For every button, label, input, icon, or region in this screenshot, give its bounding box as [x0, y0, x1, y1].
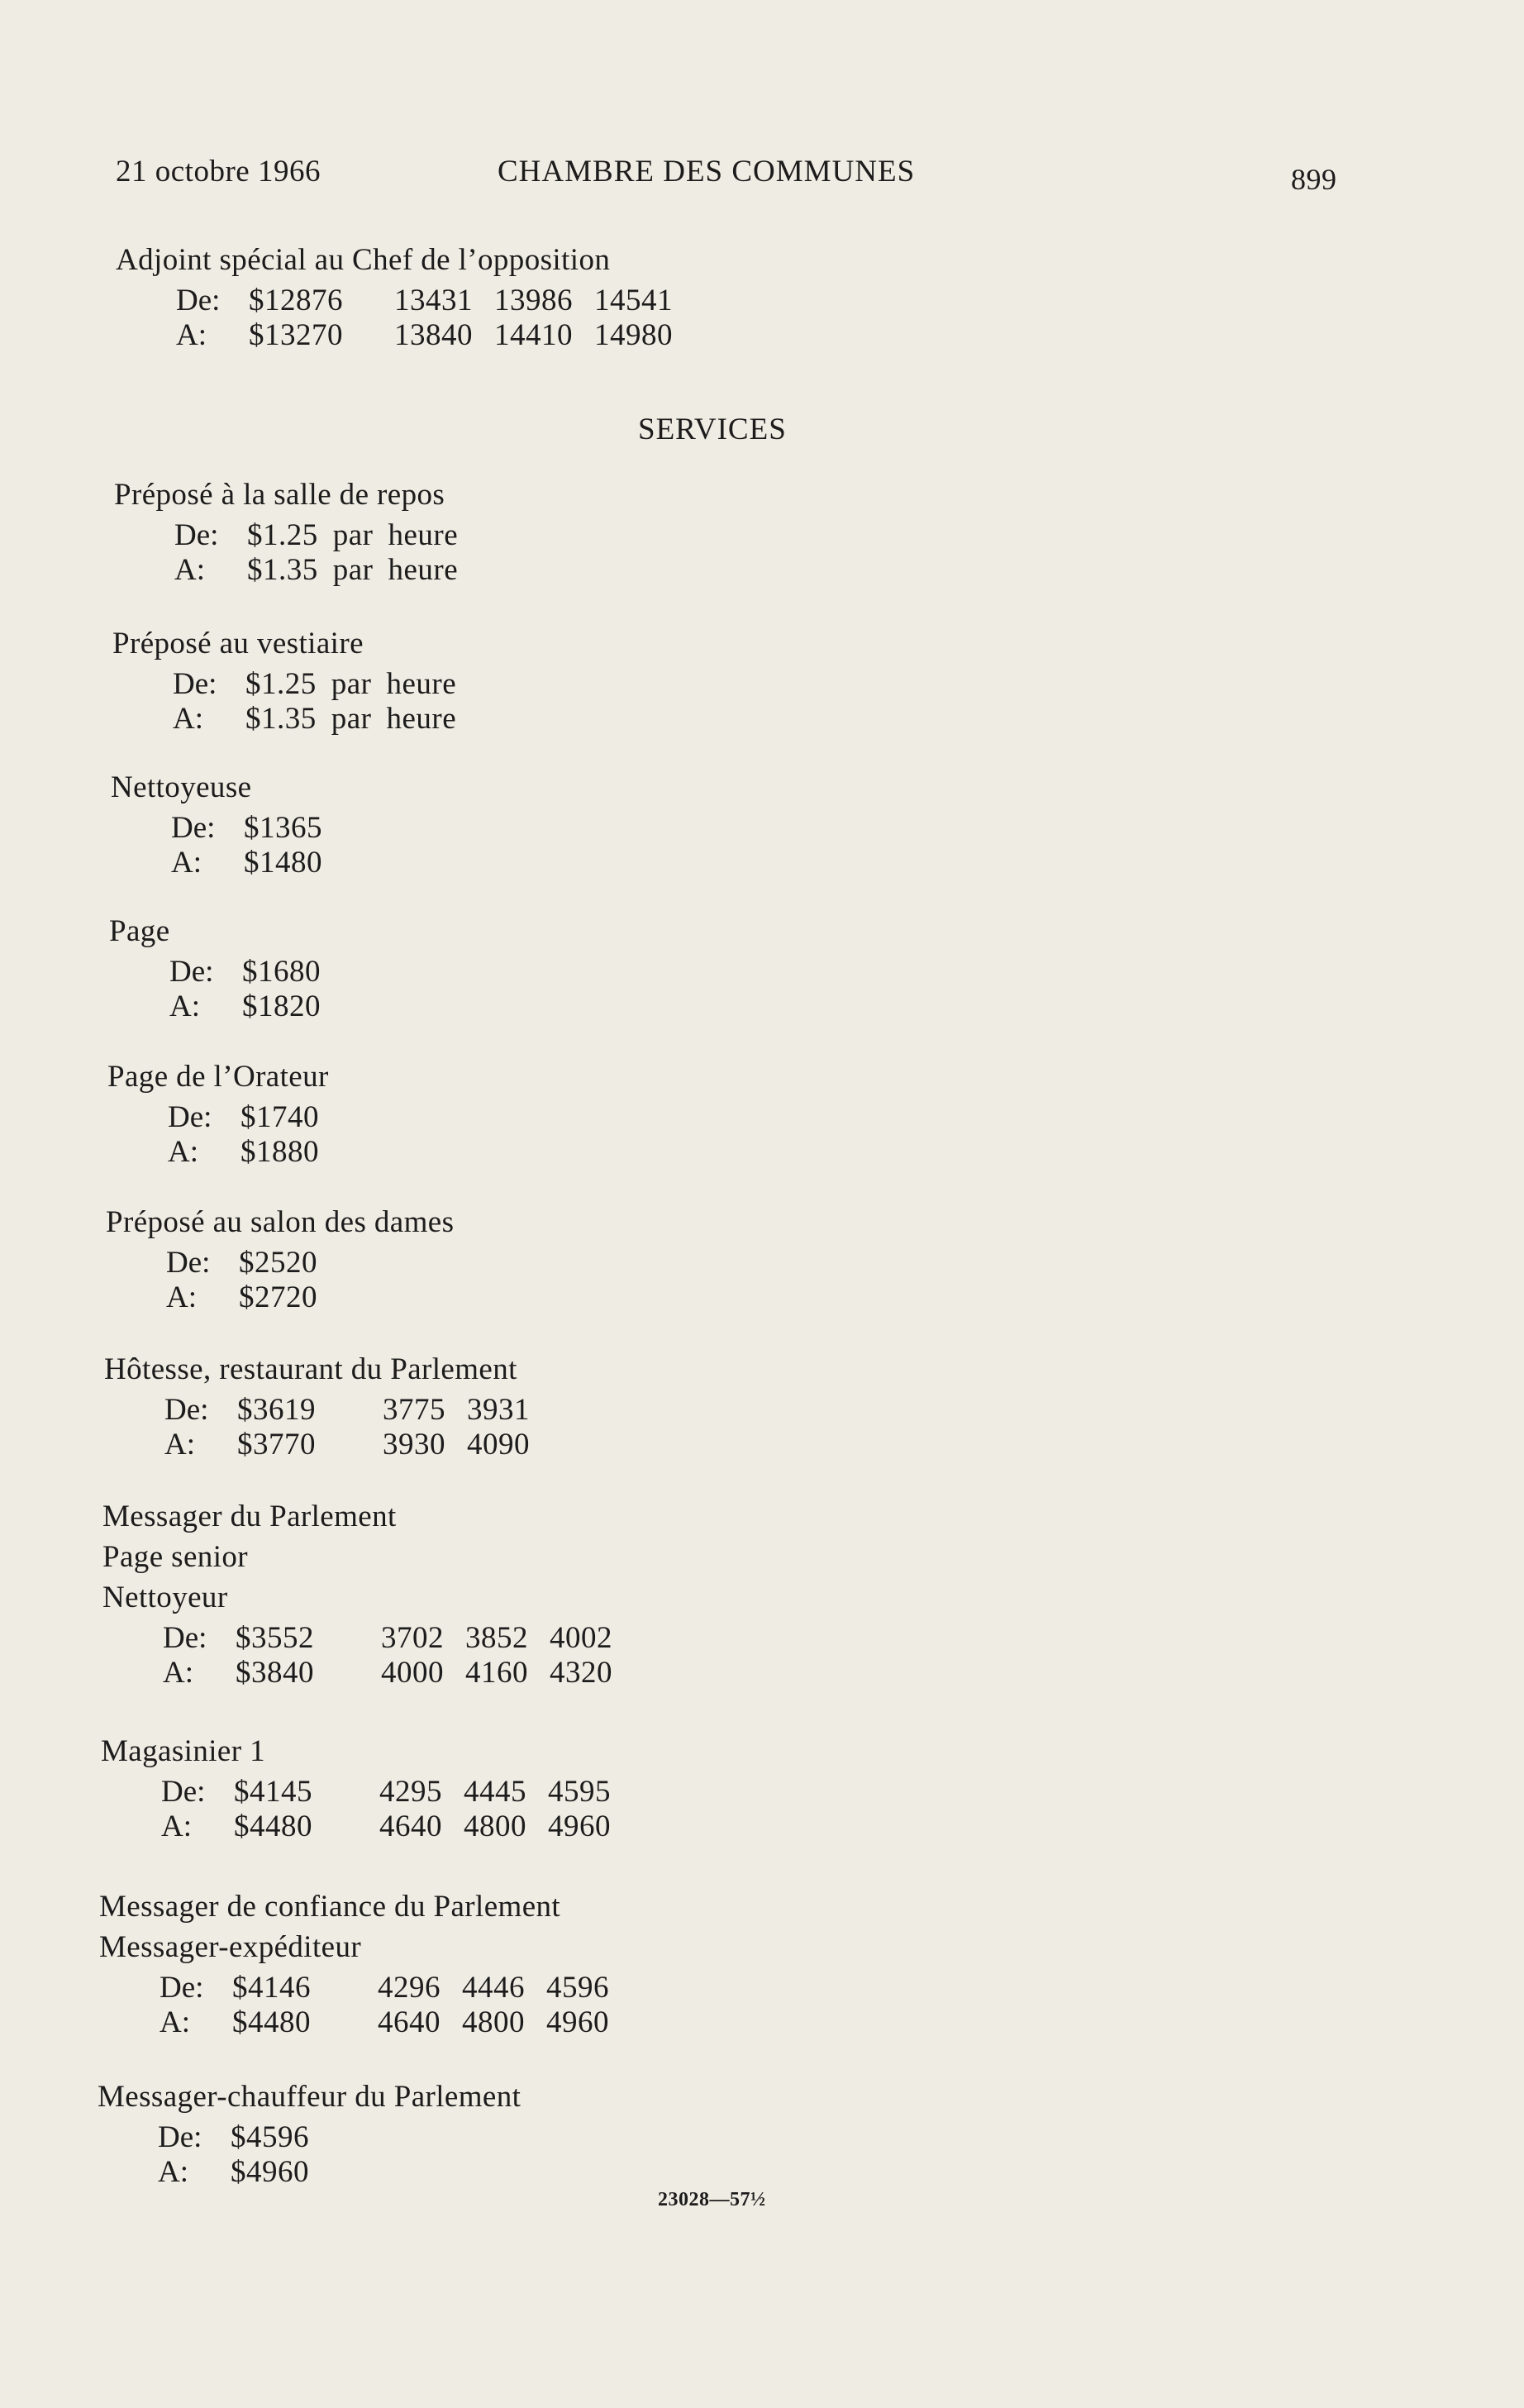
salary-value: 13431 [394, 284, 473, 317]
salary-lines [174, 516, 473, 585]
row-label: A: [168, 1135, 198, 1169]
salary-value: 4002 [550, 1621, 612, 1655]
salary-value: 14410 [494, 318, 573, 352]
salary-row [163, 1653, 634, 1688]
salary-row [158, 2153, 521, 2187]
salary-row [173, 665, 471, 699]
position-title: Messager-chauffeur du Parlement [98, 2080, 521, 2114]
salary-value: 4640 [379, 1810, 442, 1843]
position-title: Préposé à la salle de repos [114, 478, 445, 512]
row-label: De: [173, 667, 217, 701]
salary-row [174, 516, 473, 551]
salary-value: $1.25 [247, 518, 318, 552]
salary-value: $2720 [239, 1280, 317, 1314]
salary-lines [163, 1619, 634, 1688]
salary-value: 4800 [464, 1810, 526, 1843]
section-title: SERVICES [638, 412, 787, 446]
salary-value: $1480 [244, 846, 322, 880]
page-number: 899 [1291, 163, 1337, 196]
salary-entry [111, 772, 389, 878]
salary-entry [106, 1207, 454, 1313]
salary-value: $1680 [242, 955, 321, 989]
salary-value: $1.25 [245, 667, 317, 701]
salary-value: 14980 [594, 318, 673, 352]
salary-value: 4800 [462, 2005, 525, 2039]
row-label: A: [176, 318, 207, 352]
salary-row [164, 1390, 551, 1425]
salary-entry [107, 1061, 386, 1167]
row-label: De: [168, 1100, 212, 1134]
salary-row [171, 843, 389, 878]
salary-value: $3840 [236, 1656, 314, 1690]
salary-row [171, 808, 389, 843]
salary-value: 3930 [383, 1428, 445, 1461]
position-title: Nettoyeuse [111, 770, 252, 804]
row-label: De: [163, 1621, 207, 1655]
row-label: A: [158, 2155, 188, 2189]
position-title: Page senior [102, 1540, 248, 1574]
salary-lines [161, 1772, 632, 1842]
salary-entry [109, 916, 388, 1022]
salary-value: 4160 [465, 1656, 528, 1690]
position-title: Préposé au vestiaire [112, 627, 364, 660]
salary-entry [116, 245, 694, 350]
salary-value: $1.35 [245, 702, 317, 736]
salary-row [158, 2118, 521, 2153]
salary-row [176, 281, 694, 316]
row-label: De: [164, 1393, 209, 1427]
salary-entry [98, 2081, 521, 2187]
salary-value: 4295 [379, 1775, 442, 1809]
salary-lines [164, 1390, 551, 1460]
salary-value: 13840 [394, 318, 473, 352]
salary-value: $1740 [241, 1100, 319, 1134]
salary-value: heure [386, 702, 457, 736]
salary-row [173, 699, 471, 734]
position-title: Adjoint spécial au Chef de l’opposition [116, 243, 611, 277]
salary-value: $4480 [234, 1810, 312, 1843]
salary-value: $2520 [239, 1246, 317, 1280]
salary-value: 4445 [464, 1775, 526, 1809]
row-label: A: [169, 989, 200, 1023]
row-label: De: [169, 955, 214, 989]
salary-entry [99, 1891, 631, 2038]
salary-lines [171, 808, 389, 878]
salary-value: $4480 [232, 2005, 311, 2039]
salary-value: 4000 [381, 1656, 444, 1690]
row-label: A: [171, 846, 202, 880]
row-label: A: [174, 553, 205, 587]
salary-value: 4296 [378, 1971, 441, 2005]
position-title: Messager de confiance du Parlement [99, 1890, 561, 1924]
salary-value: par [331, 702, 372, 736]
row-label: De: [171, 811, 216, 845]
salary-row [168, 1132, 386, 1167]
row-label: A: [161, 1810, 192, 1843]
salary-lines [176, 281, 694, 350]
row-label: A: [166, 1280, 197, 1314]
salary-row [164, 1425, 551, 1460]
salary-value: 4595 [548, 1775, 611, 1809]
salary-value: 3775 [383, 1393, 445, 1427]
salary-row [168, 1098, 386, 1132]
salary-entry [102, 1501, 634, 1688]
row-label: A: [160, 2005, 190, 2039]
salary-value: $1880 [241, 1135, 319, 1169]
salary-value: 4640 [378, 2005, 441, 2039]
salary-value: 4960 [548, 1810, 611, 1843]
salary-lines [173, 665, 471, 734]
position-title: Messager du Parlement [102, 1500, 397, 1533]
header-date: 21 octobre 1966 [116, 155, 321, 188]
position-title: Page [109, 914, 170, 948]
salary-value: 4596 [546, 1971, 609, 2005]
position-title: Magasinier 1 [101, 1734, 265, 1768]
row-label: De: [158, 2120, 202, 2154]
salary-value: $4146 [232, 1971, 311, 2005]
salary-value: 4446 [462, 1971, 525, 2005]
salary-value: $1365 [244, 811, 322, 845]
salary-value: 3852 [465, 1621, 528, 1655]
row-label: De: [161, 1775, 206, 1809]
salary-lines [158, 2118, 521, 2187]
position-title: Hôtesse, restaurant du Parlement [104, 1352, 517, 1386]
salary-value: $4145 [234, 1775, 312, 1809]
salary-row [160, 2003, 631, 2038]
salary-value: $1.35 [247, 553, 318, 587]
salary-row [169, 987, 388, 1022]
salary-value: 3702 [381, 1621, 444, 1655]
salary-entry [112, 628, 471, 734]
salary-value: par [331, 667, 372, 701]
salary-row [176, 316, 694, 350]
salary-value: heure [386, 667, 457, 701]
row-label: A: [163, 1656, 193, 1690]
salary-lines [160, 1968, 631, 2038]
salary-value: $3552 [236, 1621, 314, 1655]
salary-row [166, 1278, 454, 1313]
salary-row [161, 1807, 632, 1842]
position-title: Nettoyeur [102, 1581, 228, 1614]
salary-value: $1820 [242, 989, 321, 1023]
salary-entry [114, 479, 473, 585]
salary-value: 3931 [467, 1393, 530, 1427]
salary-row [161, 1772, 632, 1807]
salary-value: $4960 [231, 2155, 309, 2189]
row-label: De: [166, 1246, 211, 1280]
salary-lines [169, 952, 388, 1022]
salary-value: par [332, 553, 374, 587]
salary-entry [101, 1736, 632, 1842]
row-label: De: [174, 518, 219, 552]
row-label: A: [164, 1428, 195, 1461]
salary-row [163, 1619, 634, 1653]
footer-code: 23028—57½ [658, 2189, 766, 2210]
salary-value: 4320 [550, 1656, 612, 1690]
salary-value: 4960 [546, 2005, 609, 2039]
salary-value: 14541 [594, 284, 673, 317]
salary-lines [166, 1243, 454, 1313]
salary-value: 4090 [467, 1428, 530, 1461]
salary-value: heure [388, 553, 459, 587]
salary-value: $3770 [237, 1428, 316, 1461]
row-label: De: [160, 1971, 204, 2005]
salary-value: $13270 [249, 318, 343, 352]
row-label: De: [176, 284, 221, 317]
header-title: CHAMBRE DES COMMUNES [498, 155, 916, 188]
salary-row [160, 1968, 631, 2003]
salary-entry [104, 1354, 551, 1460]
salary-value: heure [388, 518, 459, 552]
salary-value: $4596 [231, 2120, 309, 2154]
salary-lines [168, 1098, 386, 1167]
position-title: Préposé au salon des dames [106, 1205, 455, 1239]
position-title: Messager-expéditeur [99, 1930, 362, 1964]
row-label: A: [173, 702, 203, 736]
position-title: Page de l’Orateur [107, 1060, 329, 1094]
salary-row [169, 952, 388, 987]
salary-value: 13986 [494, 284, 573, 317]
salary-value: par [332, 518, 374, 552]
salary-row [174, 551, 473, 585]
salary-value: $12876 [249, 284, 343, 317]
salary-row [166, 1243, 454, 1278]
salary-value: $3619 [237, 1393, 316, 1427]
